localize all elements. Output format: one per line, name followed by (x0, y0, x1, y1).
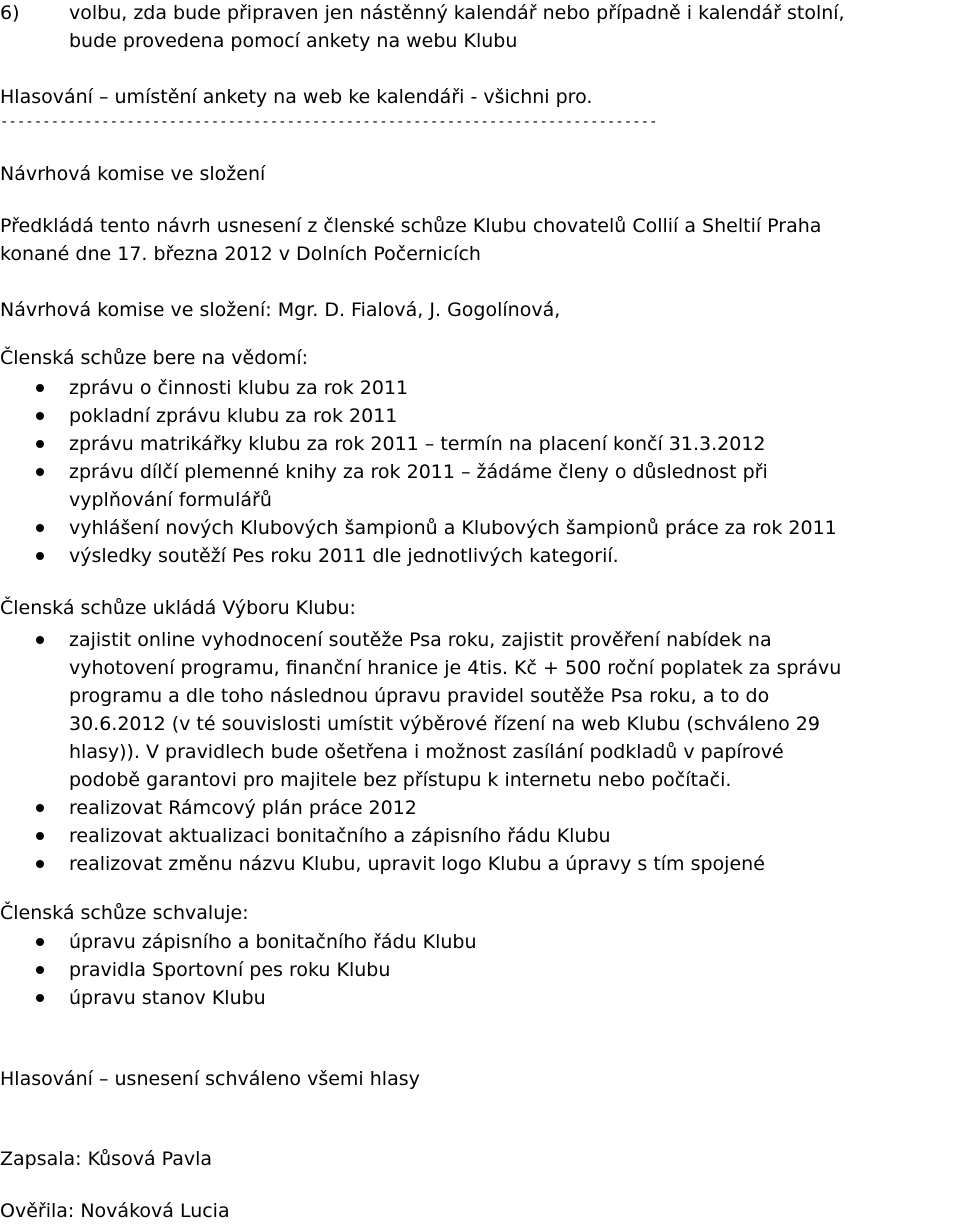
list-item (0, 794, 960, 822)
bullet-icon (36, 524, 44, 532)
committee-members: Návrhová komise ve složení: Mgr. D. Fialová, J. Gogolínová, (0, 299, 561, 321)
bullet-icon (36, 966, 44, 974)
intro-line: Předkládá tento návrh usnesení z členské schůze Klubu chovatelů Collií a Sheltií Praha (0, 215, 822, 237)
separator-line: ------------------------------------------------------------------------------ (0, 114, 658, 130)
list-item-text: vyhotovení programu, finanční hranice je 4tis. Kč + 500 roční poplatek za správu (69, 657, 842, 679)
item-number: 6) (0, 2, 20, 24)
list-item-text: realizovat změnu názvu Klubu, upravit logo Klubu a úpravy s tím spojené (69, 853, 765, 875)
list-item-text: podobě garantovi pro majitele bez přístupu k internetu nebo počítači. (69, 769, 732, 791)
bullet-icon (36, 552, 44, 560)
committee-heading: Návrhová komise ve složení (0, 163, 266, 185)
list-item-text: pravidla Sportovní pes roku Klubu (69, 959, 391, 981)
recorded-by: Zapsala: Kůsová Pavla (0, 1148, 213, 1170)
list-item-text: pokladní zprávu klubu za rok 2011 (69, 405, 398, 427)
list-item-text: úpravu stanov Klubu (69, 987, 266, 1009)
list-item-text: 30.6.2012 (v té souvislosti umístit výběrové řízení na web Klubu (schváleno 29 (69, 713, 820, 735)
list-item-text: realizovat aktualizaci bonitačního a zápisního řádu Klubu (69, 825, 611, 847)
bullet-icon (36, 860, 44, 868)
list-item (0, 928, 960, 956)
item-text-line: volbu, zda bude připraven jen nástěnný kalendář nebo případně i kalendář stolní, (69, 2, 845, 24)
bullet-icon (36, 384, 44, 392)
list-item-text: zprávu dílčí plemenné knihy za rok 2011 – žádáme členy o důslednost při (69, 461, 768, 483)
vote-result-calendar: Hlasování – umístění ankety na web ke kalendáři - všichni pro. (0, 86, 593, 108)
list-item-text: zprávu o činnosti klubu za rok 2011 (69, 377, 409, 399)
tasks-list (0, 626, 960, 878)
intro-line: konané dne 17. března 2012 v Dolních Počernicích (0, 243, 481, 265)
list-item (0, 402, 960, 430)
notes-list (0, 374, 960, 570)
list-item (0, 514, 960, 542)
bullet-icon (36, 468, 44, 476)
bullet-icon (36, 832, 44, 840)
item-text (69, 0, 954, 55)
bullet-icon (36, 412, 44, 420)
list-item (0, 956, 960, 984)
bullet-icon (36, 804, 44, 812)
section-heading-approves: Členská schůze schvaluje: (0, 902, 249, 924)
item-text-line: bude provedena pomocí ankety na webu Klubu (69, 30, 518, 52)
bullet-icon (36, 994, 44, 1002)
list-item-text: hlasy)). V pravidlech bude ošetřena i možnost zasílání podkladů v papírové (69, 741, 784, 763)
vote-result-final: Hlasování – usnesení schváleno všemi hlasy (0, 1068, 420, 1090)
list-item (0, 458, 960, 514)
bullet-icon (36, 636, 44, 644)
approves-list (0, 928, 960, 1012)
list-item-text: vyplňování formulářů (69, 489, 272, 511)
list-item (0, 822, 960, 850)
bullet-icon (36, 938, 44, 946)
list-item-text: programu a dle toho následnou úpravu pravidel soutěže Psa roku, a to do (69, 685, 770, 707)
list-item (0, 984, 960, 1012)
list-item (0, 626, 960, 794)
list-item-text: úpravu zápisního a bonitačního řádu Klubu (69, 931, 477, 953)
verified-by: Ověřila: Nováková Lucia (0, 1200, 230, 1222)
list-item (0, 850, 960, 878)
list-item (0, 430, 960, 458)
intro-paragraph (0, 212, 960, 268)
bullet-icon (36, 440, 44, 448)
section-heading-notes: Členská schůze bere na vědomí: (0, 347, 309, 369)
list-item-text: zprávu matrikářky klubu za rok 2011 – termín na placení končí 31.3.2012 (69, 433, 766, 455)
list-item (0, 374, 960, 402)
list-item-text: vyhlášení nových Klubových šampionů a Klubových šampionů práce za rok 2011 (69, 517, 837, 539)
list-item-text: zajistit online vyhodnocení soutěže Psa roku, zajistit prověření nabídek na (69, 629, 772, 651)
list-item-text: výsledky soutěží Pes roku 2011 dle jednotlivých kategorií. (69, 545, 619, 567)
section-heading-tasks: Členská schůze ukládá Výboru Klubu: (0, 597, 356, 619)
list-item-text: realizovat Rámcový plán práce 2012 (69, 797, 417, 819)
list-item (0, 542, 960, 570)
